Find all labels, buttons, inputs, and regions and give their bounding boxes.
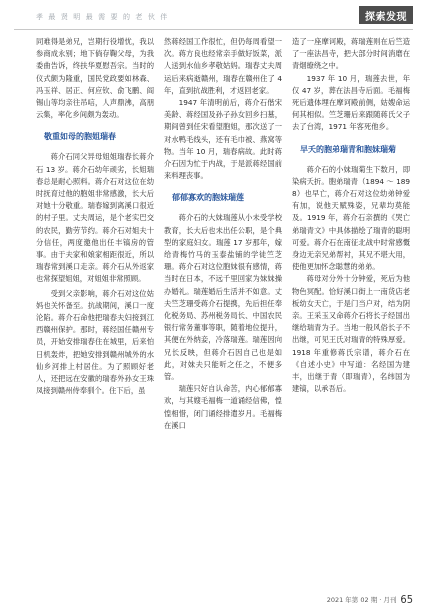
paragraph: 1937 年 10 月，瑞莲去世，年仅 47 岁，葬在法昌寺后面。毛福梅死后遗体埋在摩诃殿前侧，姑嫂命运何其相似。竺芝珊后来跟随蒋氏父子去了台湾，1971 年客死他乡。 [292, 73, 410, 132]
issue-label: 2021 年第 02 期 · 月刊 [326, 596, 397, 604]
section-heading: 敬重如母的胞姐瑞春 [44, 132, 116, 142]
paragraph: 受到父亲影响，蒋介石对这位姑妈也关怀备至。抗战期间，溪口一度沦陷。蒋介石命他把瑞春夫妇接到江西赣州保护。那时，蒋经国任赣州专员，开始安排瑞春住在城里，后来怕日机轰炸，把她安排到赣州城外的水仙乡河排上村居住。为了照顾好老人，还把远在安徽的瑞春外孙女王珠凤接到赣州侍奉驯个。住下后，虽 [36, 288, 154, 396]
page-header [0, 0, 427, 30]
paragraph: 蒋介石同父异母姐姐瑞春长蒋介石 13 岁。蒋介石幼年顽劣，长姐瑞春总是耐心照料。蒋介石对这位在幼时抚育过他的胞姐非常感激，长大后对她十分敬重。瑞春嫁到离溪口很近的村子里。丈夫周运，是个老实巴交的农民，勤劳节约。蒋介石对姐夫十分信任，两度邀他出任丰镐房的管事。由于夫家和娘家相距很近，所以瑞春常到溪口走亲。蒋介石从外返家也常探望姐姐，对姐姐非常照顾。 [36, 152, 154, 284]
text-column-2 [164, 36, 282, 432]
paragraph: 然蒋经国工作很忙，但仍每周看望一次。蒋方良也经常亲手做好饭菜，派人送到水仙乡孝敬姑妈。瑞春丈夫周运后来病逝赣州，瑞春在赣州住了 4 年，直到抗战胜利，才返回老家。 [164, 37, 282, 95]
page-footer [327, 593, 413, 606]
section-heading: 早夭的胞弟瑞青和胞妹瑞菊 [300, 144, 396, 154]
paragraph: 蒋母对分外十分钟爱，死后为他物色冥配。恰好溪口街上一南货店老板幼女天亡，于是门当户对，结为阴亲。王采玉又命蒋介石将长子经国出继给瑞青为子。当地一般风俗长子不出继，可见王氏对瑞青的特殊厚爱。1918 年重修蒋氏宗谱，蒋介石在《自述小史》中写道：名经国为建丰，出继于青（即瑞青），名纬国为建镐，以承吾后。 [292, 274, 410, 394]
header-divider [14, 29, 413, 30]
paragraph: 1947 年清明前后，蒋介石偕宋美龄、蒋经国及孙子孙女回乡扫墓，期间曾到任宋看望胞姐，那次送了一对水鸭毛线头，还有毛巾被、燕窝等物。当年 10 月，瑞春病故。此时蒋介石因为忙于内战，于是派蒋经国前来料理丧事。 [164, 98, 282, 181]
paragraph: 瑞莲只好自认命苦，内心郁郁寡欢，与其嫂毛福梅一道诵经信佛，惶惶相惜，闭门诵经排遣岁月。毛福梅在溪口 [164, 384, 282, 430]
section-tag: 探索发现 [359, 6, 413, 24]
paragraph: 蒋介石的大妹瑞莲从小未受学校教育，长大后也未出任公职，是个典型的家庭妇女。瑞莲 17 岁那年，嫁给青梅竹马的玉泰盐铺的学徒竺芝珊。蒋介石对这位胞妹很有感情，蒋当时在日本，不远千里回家为妹妹操办婚礼。瑞莲婚后生活并不如意。丈夫竺芝珊受蒋介石提携，先后担任奉化税务局、苏州税务局长、中国农民银行常务董事等职，随着地位提升，其便在外纳妾，冷落瑞莲。瑞莲因向兄长反映，但蒋介石因自己也是如此，对妹夫只能听之任之，不便多管。 [164, 213, 282, 382]
paragraph: 同难得是弟兄，岂期行役增忧，我以参商成永别；地下倘存鞠父母，为我委曲告诉，终扶华夏慰吾宗。当时的仪式颇为隆重，国民党政要如林森、冯玉祥、居正、何应钦、俞飞鹏、阎锡山等均亲往吊唁，人声鼎沸，高朋云集，率化乡间颇为轰动。 [36, 37, 154, 120]
page-number: 65 [400, 593, 413, 606]
paragraph: 造了一座摩诃殿，蒋瑞莲则在后竺造了一座法昌寺，把大部分时间消磨在青烟缭绕之中。 [292, 37, 410, 71]
section-heading: 郁郁寡欢的胞妹瑞莲 [172, 193, 244, 203]
paragraph: 蒋介石的小妹瑞菊生下数月，即染病夭折。胞弟瑞青（1894 ～ 1898）也早亡，蒋介石对这位幼弟钟爱有加，说他天赋殊姿，兄辈均莫能及。1919 年，蒋介石亲撰的《哭亡弟瑞青文》中具体描绘了瑞青的聪明可爱。蒋介石在南征北战中时常感慨身边无亲兄弟帮衬，其兄不堪大用，使他更加怀念聪慧的弟弟。 [292, 164, 410, 272]
text-column-1 [36, 36, 154, 397]
text-column-3 [292, 36, 410, 395]
magazine-tagline: 孝 最 贤 明 最 需 要 的 老 伙 伴 [36, 13, 169, 21]
